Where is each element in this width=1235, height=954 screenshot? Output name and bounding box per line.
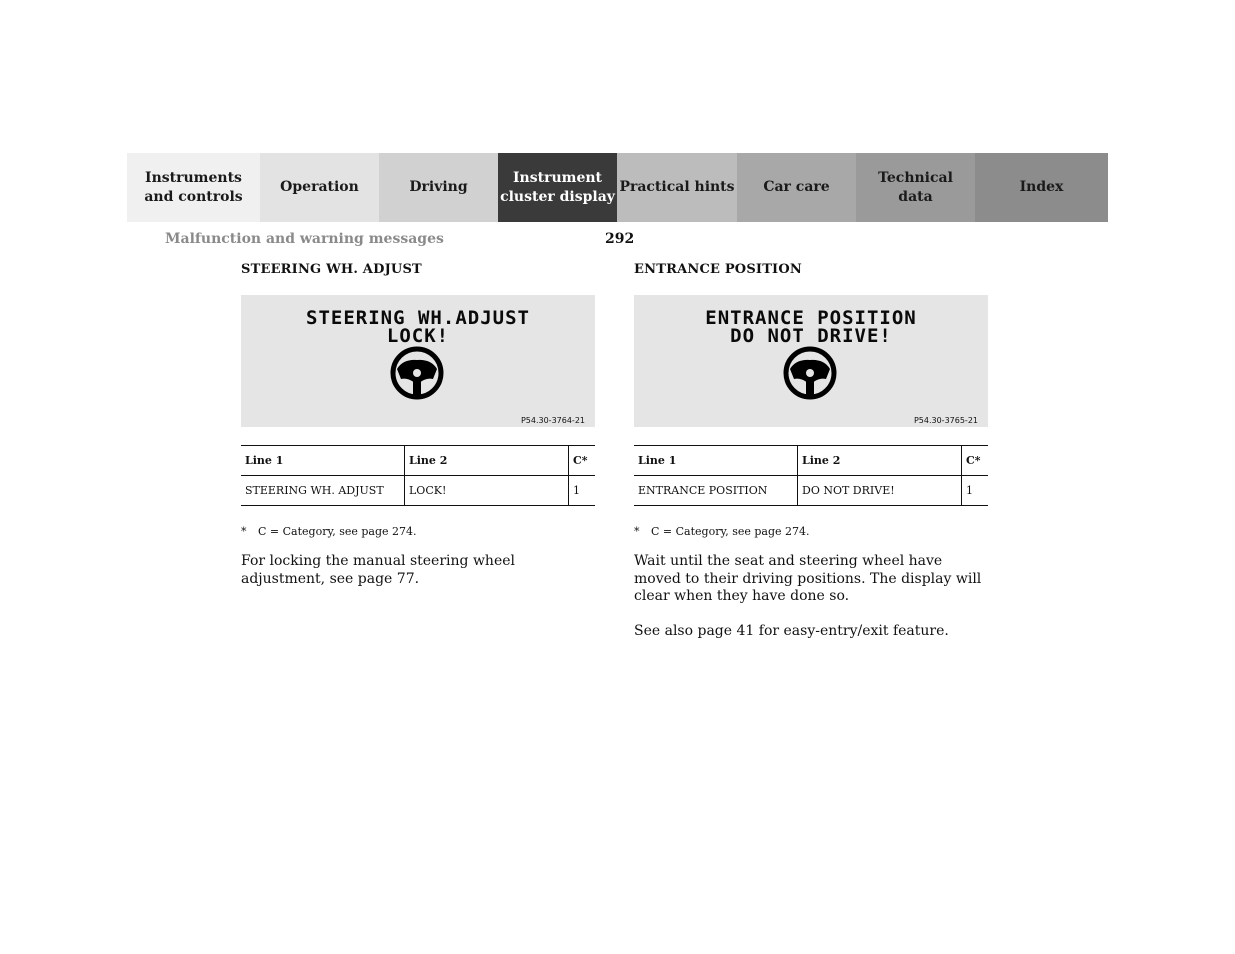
tab-label: Instrument cluster display	[500, 169, 615, 205]
tab-label: Operation	[280, 179, 359, 195]
tab-instrument-cluster-display[interactable]	[498, 153, 617, 222]
footnote-marker: *	[634, 525, 640, 538]
tab-label: Car care	[763, 179, 830, 195]
steering-wheel-icon	[782, 345, 838, 401]
tab-label: Driving	[409, 179, 468, 195]
entrance-position-section	[634, 262, 989, 657]
table-cell: 1	[569, 476, 596, 506]
display-line-2: LOCK!	[386, 325, 450, 347]
tab-label: Technical data	[878, 169, 953, 205]
tab-practical-hints[interactable]	[617, 153, 737, 222]
column-header: Line 2	[798, 446, 962, 476]
body-text	[634, 553, 989, 640]
tab-car-care[interactable]	[737, 153, 856, 222]
footnote	[241, 525, 596, 538]
figure-reference: P54.30-3764-21	[520, 416, 585, 425]
tab-label: Instruments and controls	[144, 169, 243, 205]
message-table	[241, 445, 595, 506]
page-number: 292	[605, 231, 635, 247]
section-heading: ENTRANCE POSITION	[634, 262, 802, 277]
column-header: C*	[569, 446, 596, 476]
section-title: Malfunction and warning messages	[165, 231, 444, 247]
paragraph: Wait until the seat and steering wheel have moved to their driving positions. The display will clear when they have done so.	[634, 553, 982, 604]
tab-label: Practical hints	[619, 179, 735, 195]
table-cell: LOCK!	[405, 476, 569, 506]
figure-reference: P54.30-3765-21	[913, 416, 978, 425]
column-header: Line 2	[405, 446, 569, 476]
footnote	[634, 525, 989, 538]
chapter-tabs	[127, 153, 1108, 222]
table-header-row	[241, 446, 595, 476]
paragraph: See also page 41 for easy-entry/exit feature.	[634, 622, 949, 639]
footnote-text: C = Category, see page 274.	[258, 525, 417, 538]
cluster-display-image	[241, 295, 595, 427]
display-line-2: DO NOT DRIVE!	[730, 325, 892, 347]
column-header: C*	[962, 446, 989, 476]
table-cell: DO NOT DRIVE!	[798, 476, 962, 506]
tab-driving[interactable]	[379, 153, 498, 222]
message-table	[634, 445, 988, 506]
table-row	[634, 476, 988, 506]
cluster-display-image	[634, 295, 988, 427]
table-cell: ENTRANCE POSITION	[634, 476, 798, 506]
tab-technical-data[interactable]	[856, 153, 975, 222]
footnote-marker: *	[241, 525, 247, 538]
table-row	[241, 476, 595, 506]
tab-operation[interactable]	[260, 153, 379, 222]
footnote-text: C = Category, see page 274.	[651, 525, 810, 538]
body-text	[241, 553, 596, 588]
display-line-1: STEERING WH.ADJUST	[306, 307, 530, 329]
steering-wheel-icon	[389, 345, 445, 401]
paragraph: For locking the manual steering wheel adjustment, see page 77.	[241, 553, 515, 587]
tab-label: Index	[1019, 179, 1064, 195]
column-header: Line 1	[241, 446, 405, 476]
section-heading: STEERING WH. ADJUST	[241, 262, 422, 277]
column-header: Line 1	[634, 446, 798, 476]
table-header-row	[634, 446, 988, 476]
tab-instruments-and-controls[interactable]	[127, 153, 260, 222]
table-cell: 1	[962, 476, 989, 506]
table-cell: STEERING WH. ADJUST	[241, 476, 405, 506]
steering-adjust-section	[241, 262, 596, 605]
display-line-1: ENTRANCE POSITION	[705, 307, 917, 329]
tab-index[interactable]	[975, 153, 1108, 222]
